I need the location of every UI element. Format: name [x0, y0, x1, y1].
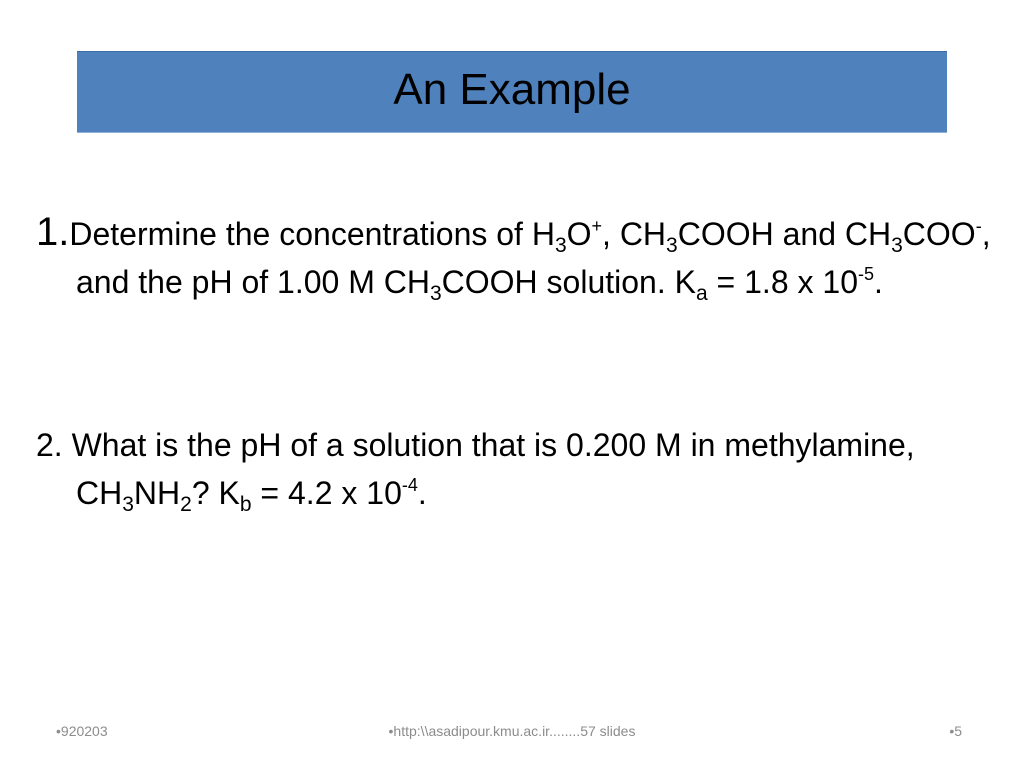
q2-text-2: NH: [133, 475, 181, 511]
q1-text-9: .: [874, 264, 883, 300]
q2-text-3: ? K: [191, 475, 240, 511]
q2-sub-1: 3: [122, 493, 134, 516]
q2-sub-2: 2: [180, 493, 192, 516]
q1-text-6: , and the pH of 1.00 M CH: [76, 216, 991, 300]
q1-sup-2: -: [975, 216, 982, 236]
q1-text-3: , CH: [602, 216, 667, 252]
q2-text-1: 2. What is the pH of a solution that is 0.200 M in methylamine, CH: [36, 427, 915, 511]
question-1: [36, 208, 1016, 306]
q1-text-4: COOH and CH: [677, 216, 892, 252]
q1-sub-2: 3: [666, 234, 678, 257]
question-2: [36, 421, 1016, 517]
footer-slide-number: •5: [949, 723, 962, 739]
question-1-number: 1.: [36, 210, 70, 254]
slide-title: An Example: [393, 65, 631, 114]
q1-sup-1: +: [591, 216, 603, 236]
q2-text-4: = 4.2 x 10: [251, 475, 402, 511]
q1-text-1: Determine the concentrations of H: [69, 216, 555, 252]
q1-sub-4: 3: [429, 282, 442, 305]
footer-date: •920203: [56, 723, 108, 739]
q2-sup-1: -4: [401, 475, 418, 495]
q1-sub-3: 3: [891, 234, 903, 257]
q1-text-2: O: [566, 216, 592, 252]
q1-text-8: = 1.8 x 10: [707, 264, 858, 300]
q2-text-5: .: [417, 475, 427, 511]
q2-sub-3: b: [239, 493, 252, 516]
footer-source: •http:\\asadipour.kmu.ac.ir........57 slides: [388, 723, 636, 739]
q1-text-5: COO: [902, 216, 976, 252]
q1-sup-3: -5: [857, 264, 874, 284]
q1-text-7: COOH solution. K: [441, 264, 696, 300]
q1-sub-5: a: [695, 282, 708, 305]
q1-sub-1: 3: [554, 234, 567, 257]
